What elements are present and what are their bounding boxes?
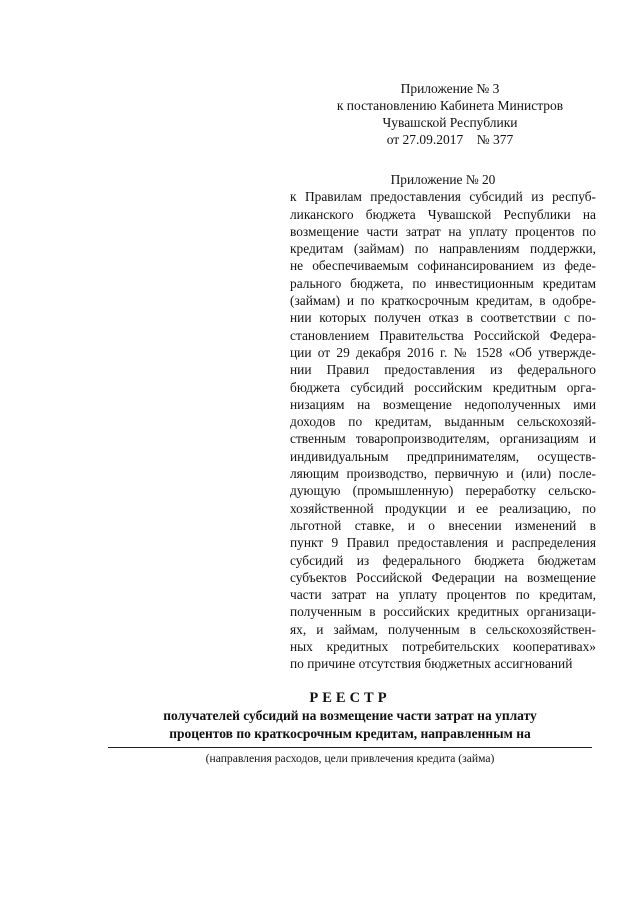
annex-20-text-line: части затрат на уплату процентов по кредитам, — [290, 587, 596, 603]
annex-20-text-line: ции от 29 декабря 2016 г. № 1528 «Об утвержде- — [290, 344, 596, 360]
annex-20-text-line: ственным товаропроизводителям, организациям и — [290, 431, 596, 447]
annex-20-text-line: по причине отсутствия бюджетных ассигнований — [290, 656, 573, 672]
annex-20-text-line: не обеспечиваемым софинансированием из феде- — [290, 258, 596, 274]
annex-20-text-line: субъектов Российской Федерации на возмещение — [290, 569, 596, 585]
annex-20-text-line: пункт 9 Правил предоставления и распределения — [290, 535, 596, 551]
register-subtitle-line-1: получателей субсидий на возмещение части затрат на уплату — [163, 708, 537, 723]
annex-20-text-line: доходов по кредитам, выданным сельскохозяй- — [290, 414, 596, 430]
annex-3-header — [310, 80, 590, 148]
fill-in-caption: (направления расходов, цели привлечения кредита (займа) — [205, 752, 495, 765]
annex-20-text-line: кредитам (займам) по направлениям поддержки, — [290, 241, 596, 257]
register-title: РЕЕСТР — [309, 690, 391, 706]
annex-3-republic-line: Чувашской Республики — [382, 115, 518, 130]
annex-20-text-line: к Правилам предоставления субсидий из респуб- — [290, 189, 596, 205]
annex-20-text-line: индивидуальным предпринимателям, осуществ- — [290, 448, 596, 464]
annex-20-text-line: (займам) и по краткосрочным кредитам, в одобре- — [290, 293, 596, 309]
annex-20-text-line: ляющим производство, первичную и (или) после- — [290, 466, 596, 482]
annex-20-text-line: ях, и займам, полученным в сельскохозяйствен- — [290, 621, 596, 637]
annex-20-text-line: ликанского бюджета Чувашской Республики на — [290, 206, 596, 222]
annex-20-text-line: возмещение части затрат на уплату процентов по — [290, 223, 596, 239]
annex-20-block — [290, 171, 596, 673]
annex-20-text-line: рального бюджета, по инвестиционным кредитам — [290, 275, 596, 291]
annex-20-text-line: льготной ставке, и о внесении изменений в — [290, 517, 596, 533]
annex-20-text-line: становлением Правительства Российской Федера- — [290, 327, 596, 343]
annex-20-title: Приложение № 20 — [390, 172, 496, 187]
annex-20-text-line: субсидий из федерального бюджета бюджетам — [290, 552, 596, 568]
annex-20-text-line: ных кредитных потребительских кооперативах» — [290, 639, 596, 655]
annex-20-body — [290, 188, 596, 672]
annex-20-text-line: нии которых получен отказ в соответствии с по- — [290, 310, 596, 326]
register-subtitle-line-2: процентов по краткосрочным кредитам, направленным на — [169, 726, 531, 741]
register-heading — [60, 689, 640, 743]
annex-20-text-line: низациям на возмещение недополученных ими — [290, 396, 596, 412]
annex-3-title: Приложение № 3 — [400, 81, 500, 96]
annex-3-decree-line: к постановлению Кабинета Министров — [336, 98, 564, 113]
fill-in-line — [108, 747, 592, 748]
annex-20-text-line: бюджета субсидий российским кредитным орга- — [290, 379, 596, 395]
annex-3-date-number: от 27.09.2017 № 377 — [386, 132, 514, 147]
annex-20-text-line: нии Правил предоставления из федерального — [290, 362, 596, 378]
annex-20-text-line: хозяйственной продукции и ее реализацию, по — [290, 500, 596, 516]
annex-20-text-line: дующую (промышленную) переработку сельско- — [290, 483, 596, 499]
annex-20-text-line: полученным в российских кредитных организаци- — [290, 604, 596, 620]
